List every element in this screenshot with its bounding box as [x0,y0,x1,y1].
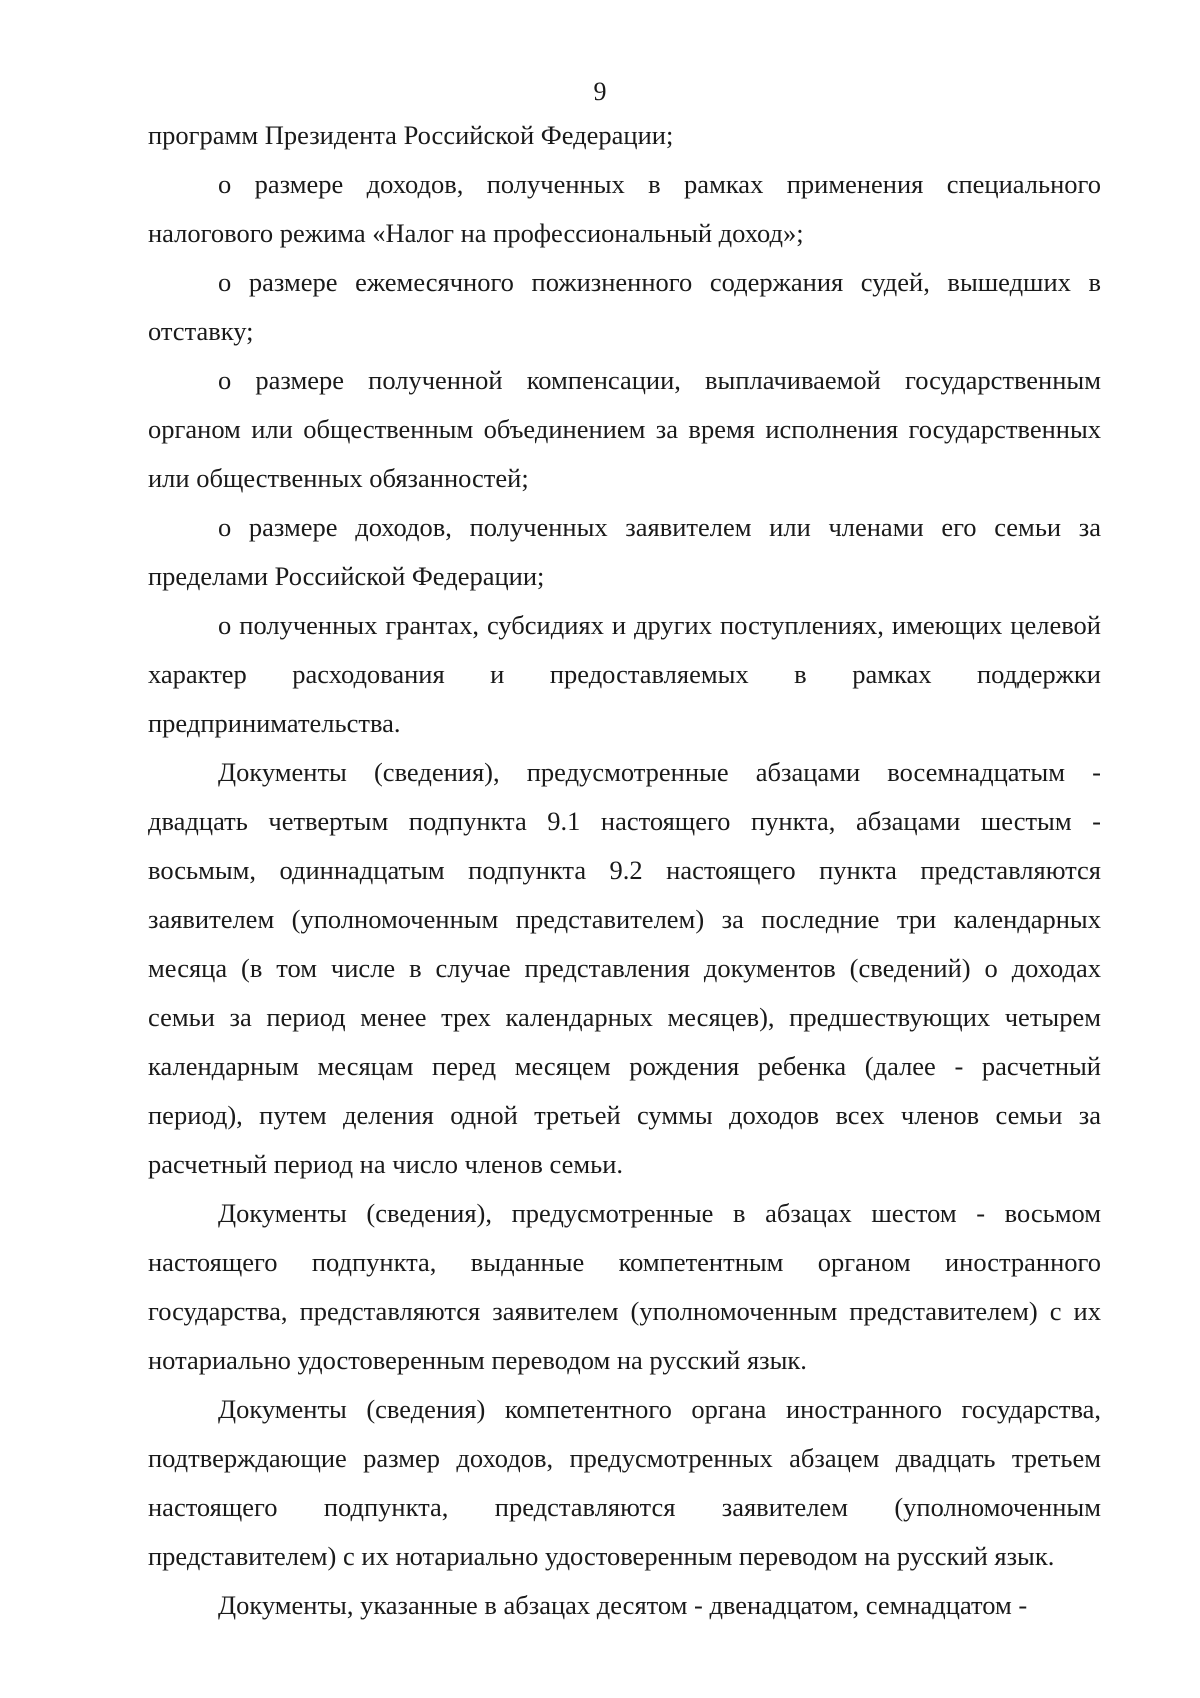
paragraph: Документы (сведения), предусмотренные в абзацах шестом - восьмом настоящего подпункта, выданные компетентным органом иностранного государства, представляются заявителем (уполномоченным представителем) с их нотариально удостоверенным переводом на русский язык. [148,1198,1101,1375]
paragraph: программ Президента Российской Федерации; [148,120,674,150]
page-number: 9 [593,77,607,106]
paragraph: о размере доходов, полученных заявителем или членами его семьи за пределами Российской Федерации; [148,512,1101,591]
paragraph: Документы (сведения) компетентного органа иностранного государства, подтверждающие размер доходов, предусмотренных абзацем двадцать третьем настоящего подпункта, представляются заявителем (уполномоченным представителем) с их нотариально удостоверенным переводом на русский язык. [148,1394,1101,1571]
paragraph: о размере ежемесячного пожизненного содержания судей, вышедших в отставку; [148,267,1101,346]
paragraph: Документы (сведения), предусмотренные абзацами восемнадцатым - двадцать четвертым подпункта 9.1 настоящего пункта, абзацами шестым - восьмым, одиннадцатым подпункта 9.2 настоящего пункта представляются заявителем (уполномоченным представителем) за последние три календарных месяца (в том числе в случае представления документов (сведений) о доходах семьи за период менее трех календарных месяцев), предшествующих четырем календарным месяцам перед месяцем рождения ребенка (далее - расчетный период), путем деления одной третьей суммы доходов всех членов семьи за расчетный период на число членов семьи. [148,757,1101,1179]
paragraph: о полученных грантах, субсидиях и других поступлениях, имеющих целевой характер расходования и предоставляемых в рамках поддержки предпринимательства. [148,610,1101,738]
paragraph: Документы, указанные в абзацах десятом - двенадцатом, семнадцатом - [218,1590,1028,1620]
paragraph: о размере доходов, полученных в рамках применения специального налогового режима «Налог на профессиональный доход»; [148,169,1101,248]
paragraph: о размере полученной компенсации, выплачиваемой государственным органом или общественным объединением за время исполнения государственных или общественных обязанностей; [148,365,1101,493]
document-body [148,111,1101,1630]
